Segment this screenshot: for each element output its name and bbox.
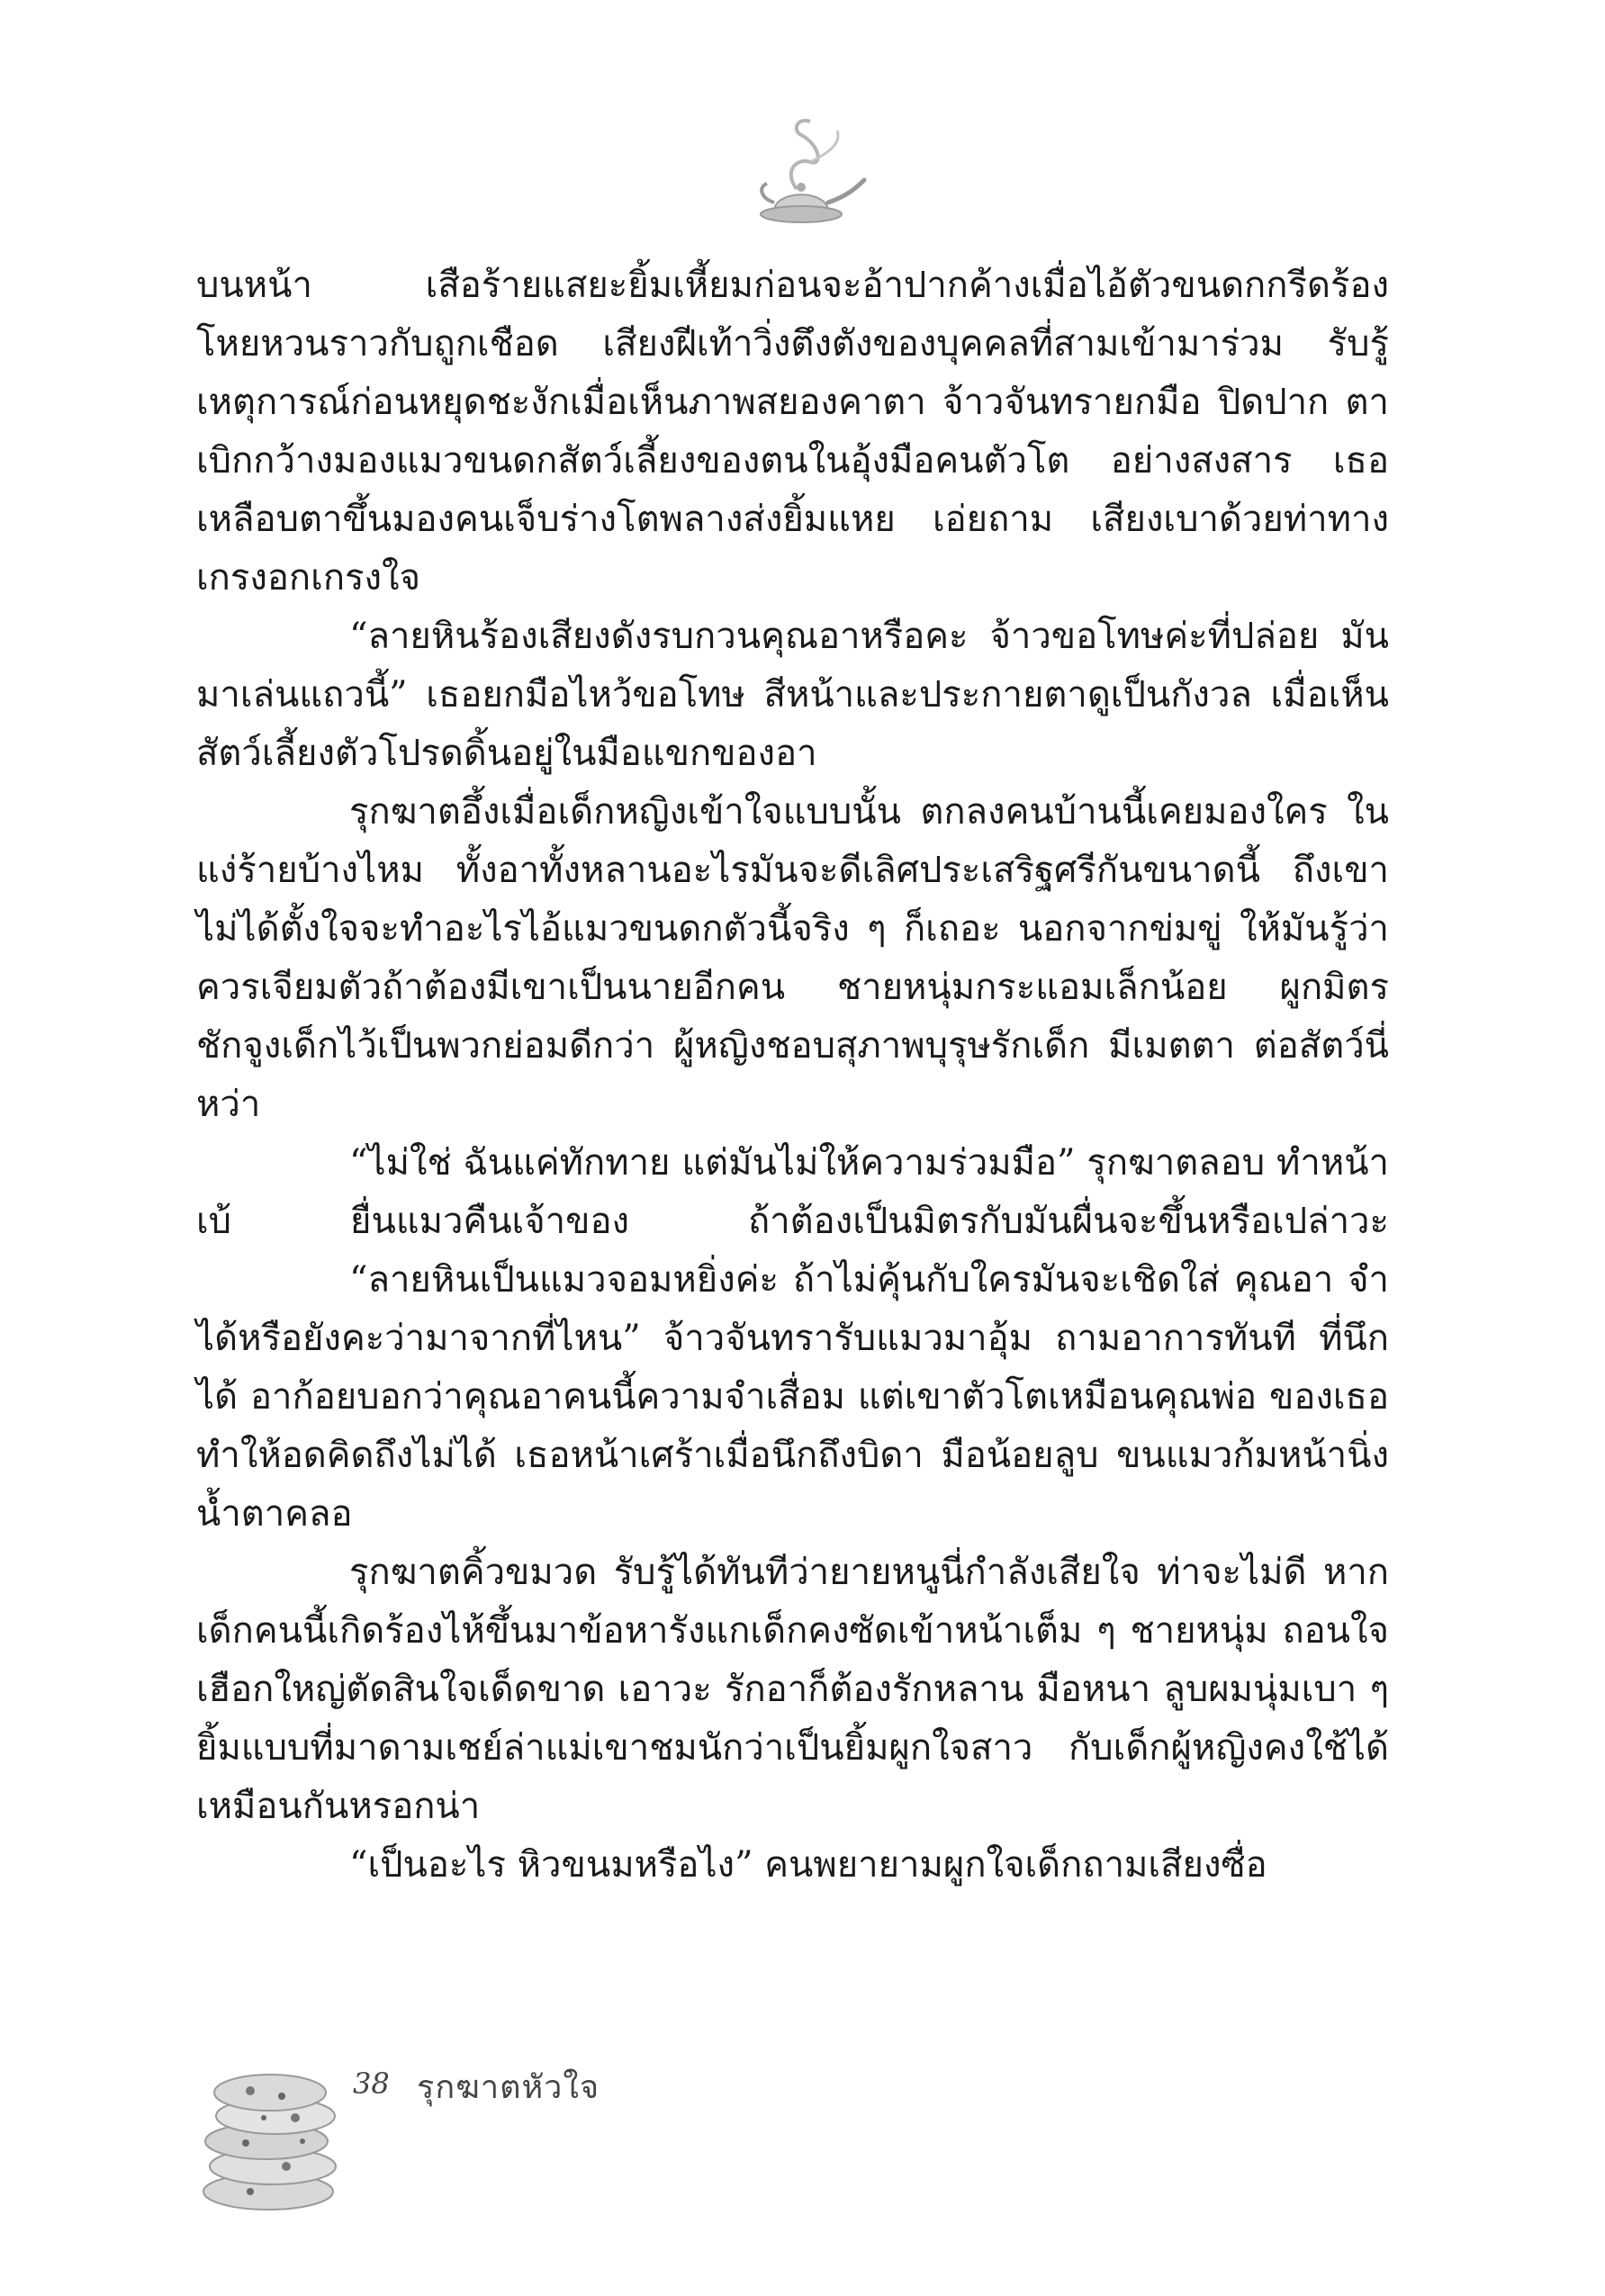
page-number: 38 [353,2066,390,2101]
paragraph-4: “ไม่ใช่ ฉันแค่ทักทาย แต่มันไม่ให้ความร่วมมือ” รุกฆาตลอบ ทำหน้าเบ้ ยื่นแมวคืนเจ้าของ ถ้าต้องเป็นมิตรกับมันผื่นจะขึ้นหรือเปล่าวะ [196,1142,1389,1242]
cookie-stack-icon [196,2066,358,2214]
teapot-ornament-icon [711,108,891,234]
paragraph-7: “เป็นอะไร หิวขนมหรือไง” คนพยายามผูกใจเด็กถามเสียงซื่อ [349,1844,1267,1886]
paragraph-3: รุกฆาตอึ้งเมื่อเด็กหญิงเข้าใจแบบนั้น ตกลงคนบ้านนี้เคยมองใคร ในแง่ร้ายบ้างไหม ทั้งอาทั้งหลานอะไรมันจะดีเลิศประเสริฐศรีกันขนาดนี้ ถึงเขาไม่ได้ตั้งใจจะทำอะไรไอ้แมวขนดกตัวนี้จริง ๆ ก็เถอะ นอกจากข่มขู่ ให้มันรู้ว่าควรเจียมตัวถ้าต้องมีเขาเป็นนายอีกคน ชายหนุ่มกระแอมเล็กน้อย ผูกมิตรชักจูงเด็กไว้เป็นพวกย่อมดีกว่า ผู้หญิงชอบสุภาพบุรุษรักเด็ก มีเมตตา ต่อสัตว์นี่หว่า [196,791,1389,1125]
body-text [196,257,1389,1895]
paragraph-2: “ลายหินร้องเสียงดังรบกวนคุณอาหรือคะ จ้าวขอโทษค่ะที่ปล่อย มันมาเล่นแถวนี้” เธอยกมือไหว้ขอโทษ สีหน้าและประกายตาดูเป็นกังวล เมื่อเห็นสัตว์เลี้ยงตัวโปรดดิ้นอยู่ในมือแขกของอา [196,616,1389,774]
paragraph-5: “ลายหินเป็นแมวจอมหยิ่งค่ะ ถ้าไม่คุ้นกับใครมันจะเชิดใส่ คุณอา จำได้หรือยังคะว่ามาจากที่ไหน” จ้าวจันทรารับแมวมาอุ้ม ถามอาการทันที ที่นึกได้ อาก้อยบอกว่าคุณอาคนนี้ความจำเสื่อม แต่เขาตัวโตเหมือนคุณพ่อ ของเธอทำให้อดคิดถึงไม่ได้ เธอหน้าเศร้าเมื่อนึกถึงบิดา มือน้อยลูบ ขนแมวก้มหน้านิ่งน้ำตาคลอ [196,1259,1389,1535]
paragraph-6: รุกฆาตคิ้วขมวด รับรู้ได้ทันทีว่ายายหนูนี่กำลังเสียใจ ท่าจะไม่ดี หากเด็กคนนี้เกิดร้องไห้ขึ้นมาข้อหารังแกเด็กคงซัดเข้าหน้าเต็ม ๆ ชายหนุ่ม ถอนใจเฮือกใหญ่ตัดสินใจเด็ดขาด เอาวะ รักอาก็ต้องรักหลาน มือหนา ลูบผมนุ่มเบา ๆ ยิ้มแบบที่มาดามเชย์ล่าแม่เขาชมนักว่าเป็นยิ้มผูกใจสาว กับเด็กผู้หญิงคงใช้ได้เหมือนกันหรอกน่า [196,1552,1389,1827]
book-title: รุกฆาตหัวใจ [417,2069,600,2106]
paragraph-1: บนหน้า เสือร้ายแสยะยิ้มเหี้ยมก่อนจะอ้าปากค้างเมื่อไอ้ตัวขนดกกรีดร้อง โหยหวนราวกับถูกเชือด เสียงฝีเท้าวิ่งตึงตังของบุคคลที่สามเข้ามาร่วม รับรู้เหตุการณ์ก่อนหยุดชะงักเมื่อเห็นภาพสยองคาตา จ้าวจันทรายกมือ ปิดปาก ตาเบิกกว้างมองแมวขนดกสัตว์เลี้ยงของตนในอุ้งมือคนตัวโต อย่างสงสาร เธอเหลือบตาขึ้นมองคนเจ็บร่างโตพลางส่งยิ้มแหย เอ่ยถาม เสียงเบาด้วยท่าทางเกรงอกเกรงใจ [196,265,1389,599]
